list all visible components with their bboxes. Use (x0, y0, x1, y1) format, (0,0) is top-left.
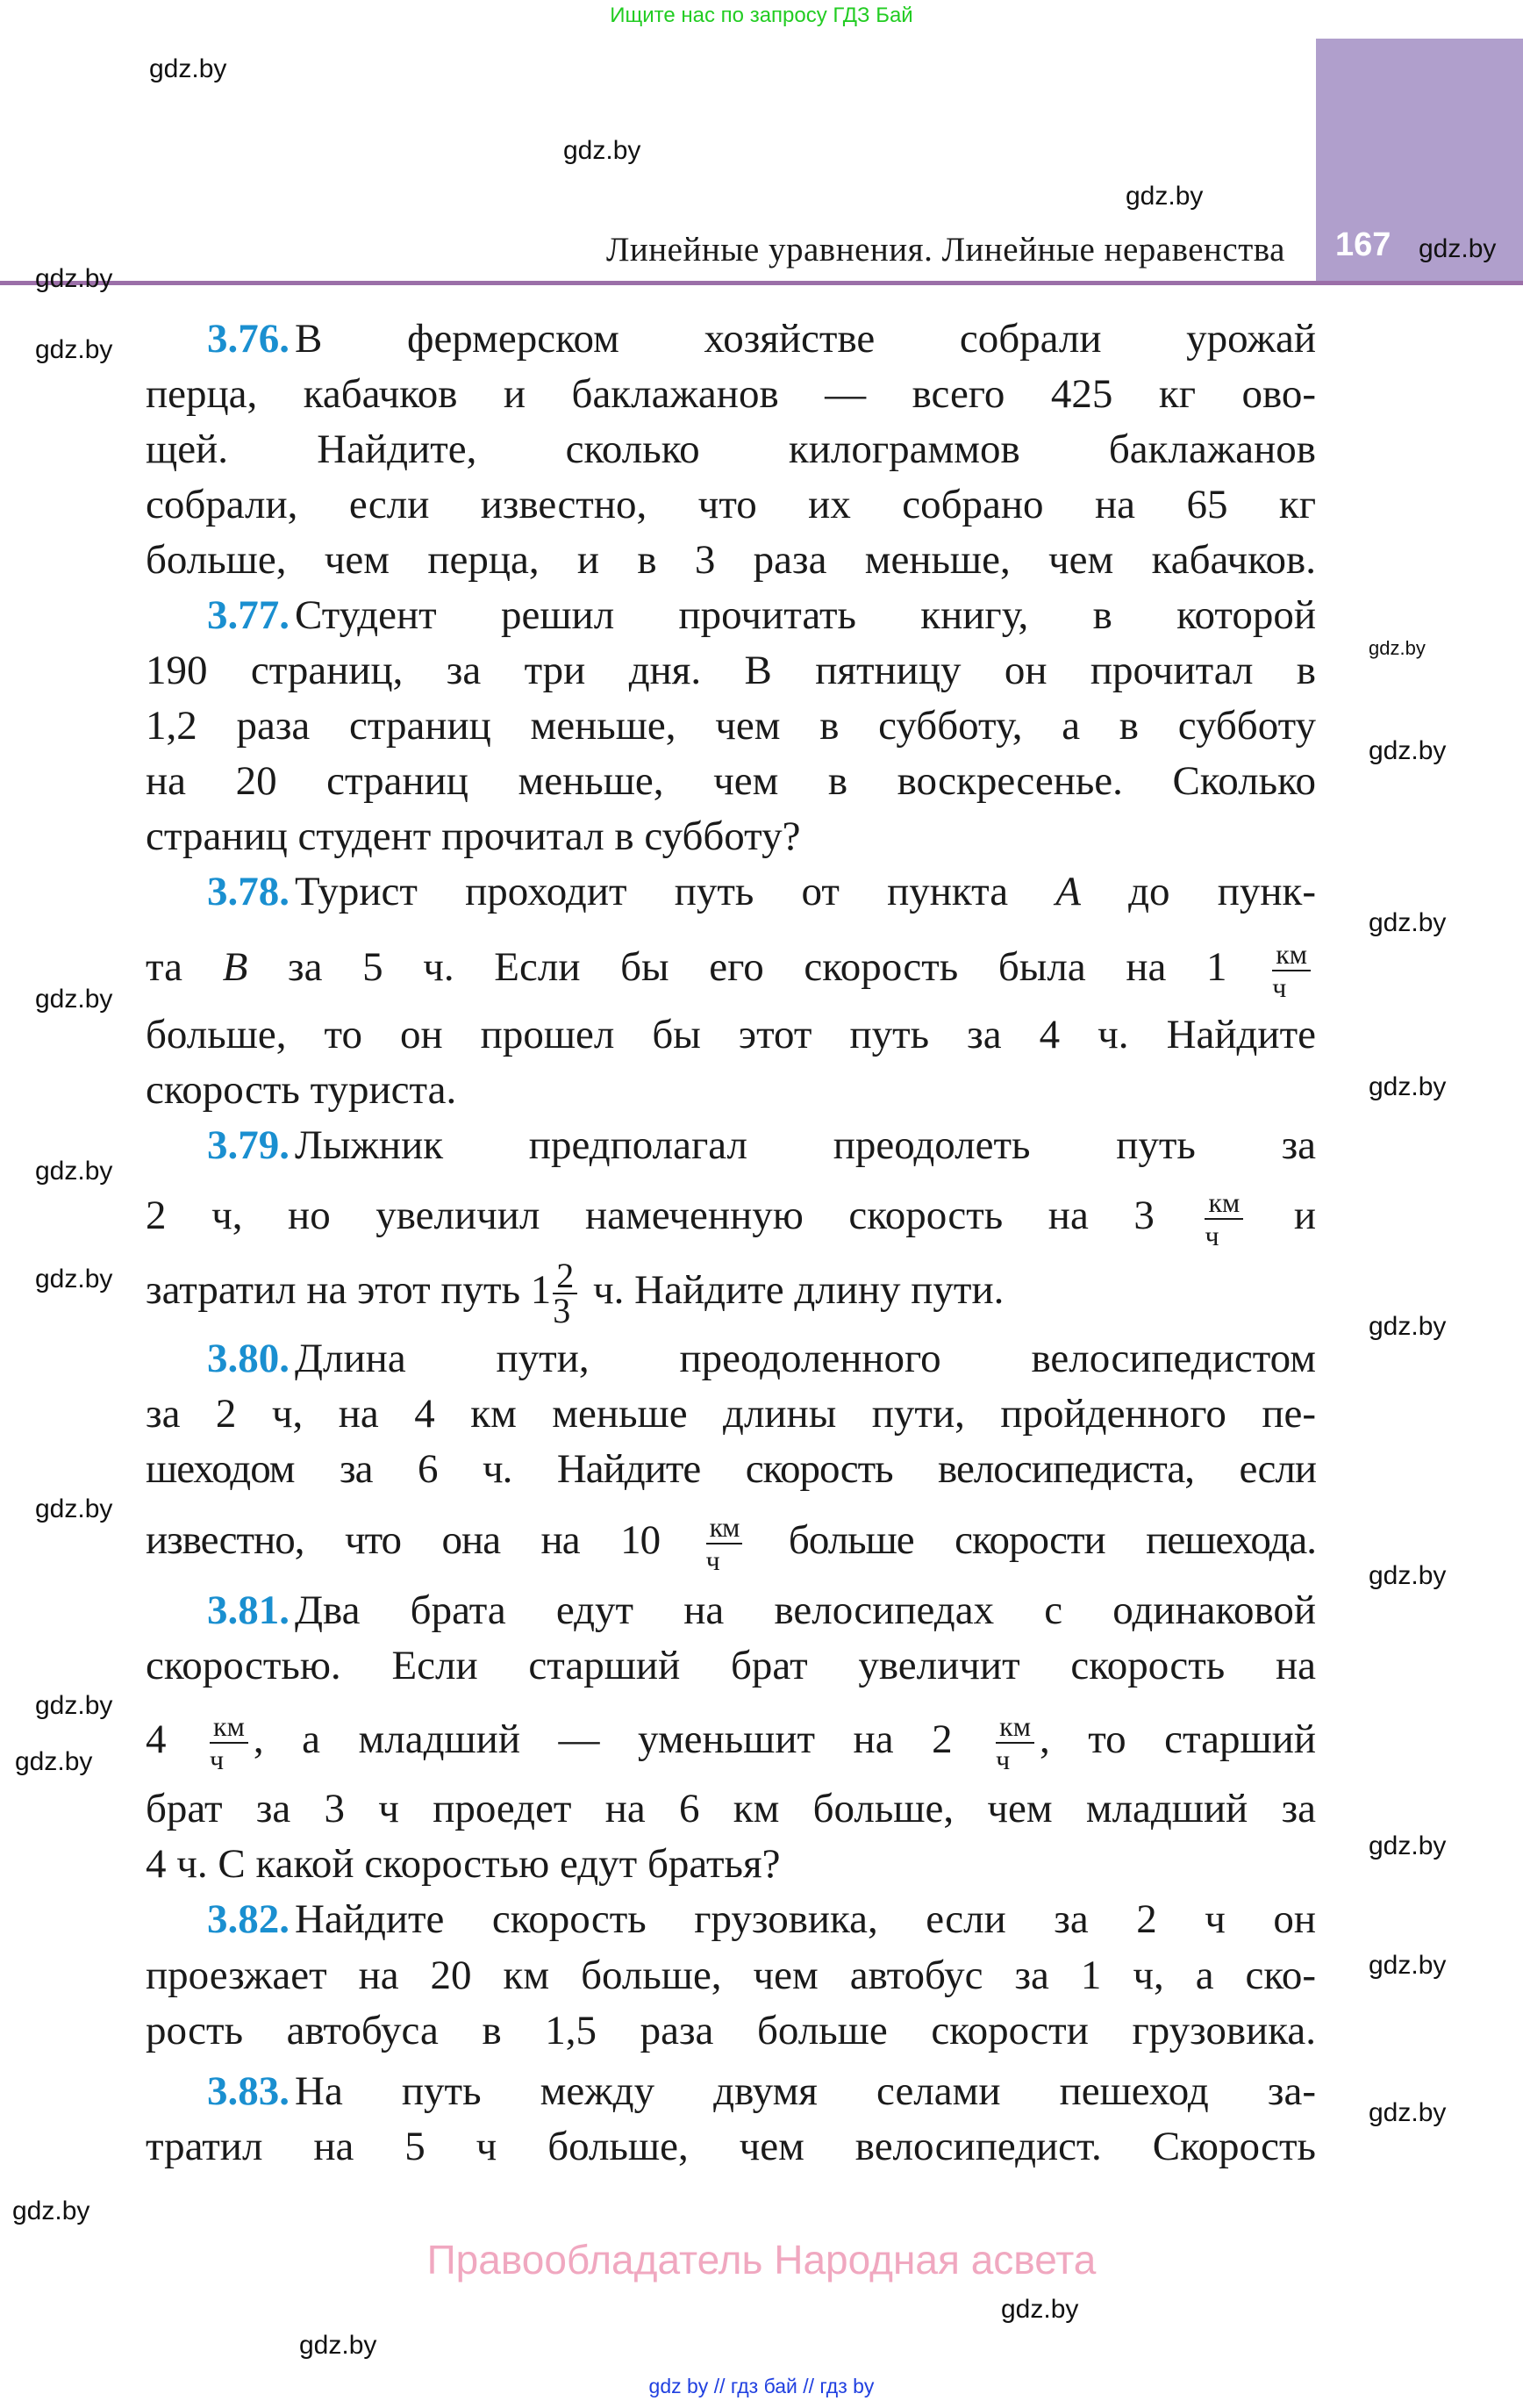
problem-number: 3.76. (207, 316, 290, 362)
fraction-km-per-h: $\frac{км}{ч}$ (1272, 938, 1311, 1003)
text: Найдите скорость грузовика, если за 2 ч он (295, 1896, 1316, 1942)
problem-number: 3.78. (207, 869, 290, 914)
problem-3-76-line (146, 312, 1316, 366)
problem-3-78-line (146, 932, 1316, 1002)
problem-number: 3.80. (207, 1336, 290, 1381)
problem-3-79-line (146, 1255, 1316, 1331)
problem-3-81-line (146, 1704, 1316, 1774)
problem-3-80-line: шеходом за 6 ч. Найдите скорость велосипедиста, если (146, 1446, 1316, 1492)
watermark: gdz.by (35, 1157, 113, 1186)
watermark: gdz.by (149, 54, 227, 83)
top-banner[interactable]: Ищите нас по запросу ГДЗ Бай (610, 4, 913, 27)
problem-3-77-line: на 20 страниц меньше, чем в воскресенье. Сколько (146, 758, 1316, 804)
page-number: 167 (1335, 226, 1391, 263)
watermark: gdz.by (35, 985, 113, 1014)
point-label: A (1055, 869, 1081, 914)
fraction-km-per-h: $\frac{км}{ч}$ (1205, 1186, 1243, 1251)
problem-3-76-line: перца, кабачков и баклажанов — всего 425 кг ово- (146, 371, 1316, 417)
text: та (146, 944, 223, 990)
problem-3-77-line (146, 588, 1316, 642)
problem-3-81-line: 4 ч. С какой скоростью едут братья? (146, 1841, 781, 1887)
problem-3-81-line: брат за 3 ч проедет на 6 км больше, чем младший за (146, 1786, 1316, 1831)
watermark: gdz.by (1369, 1831, 1447, 1860)
problem-number: 3.81. (207, 1587, 290, 1633)
copyright-notice: Правообладатель Народная асвета (426, 2237, 1097, 2283)
text: На путь между двумя селами пешеход за- (295, 2068, 1316, 2114)
text: известно, что она на 10 (146, 1517, 661, 1563)
running-header-title: Линейные уравнения. Линейные неравенства (605, 231, 1285, 269)
problem-3-83-line: тратил на 5 ч больше, чем велосипедист. Скорость (146, 2124, 1316, 2169)
watermark: gdz.by (1369, 637, 1426, 659)
text: Лыжник предполагал преодолеть путь за (295, 1122, 1316, 1168)
watermark: gdz.by (563, 136, 641, 165)
watermark: gdz.by (35, 1691, 113, 1720)
text: и (1293, 1193, 1317, 1238)
problem-3-82-line (146, 1892, 1316, 1946)
watermark: gdz.by (1369, 1312, 1447, 1341)
watermark: gdz.by (15, 1747, 93, 1776)
problem-number: 3.83. (207, 2068, 290, 2114)
watermark: gdz.by (1369, 1951, 1447, 1980)
problem-3-78-line (146, 864, 1316, 919)
watermark: gdz.by (1369, 2098, 1447, 2127)
footer-links[interactable]: gdz by // гдз бай // гдз by (648, 2375, 875, 2397)
text: больше скорости пешехода. (788, 1517, 1317, 1563)
problem-3-76-line: щей. Найдите, сколько килограммов баклажанов (146, 426, 1316, 472)
watermark: gdz.by (35, 1494, 113, 1523)
point-label: B (222, 944, 248, 990)
fraction-km-per-h: $\frac{км}{ч}$ (210, 1710, 248, 1775)
text: затратил на этот путь 1 (146, 1267, 552, 1313)
watermark: gdz.by (1369, 736, 1447, 765)
watermark: gdz.by (299, 2331, 377, 2360)
problem-3-80-line (146, 1331, 1316, 1386)
problem-3-81-line: скоростью. Если старший брат увеличит скорость на (146, 1643, 1316, 1688)
problem-3-83-line (146, 2064, 1316, 2118)
watermark: gdz.by (35, 264, 113, 293)
problem-3-79-line (146, 1118, 1316, 1172)
problem-3-76-line: собрали, если известно, что их собрано на 65 кг (146, 482, 1316, 527)
problem-number: 3.82. (207, 1896, 290, 1942)
fraction-km-per-h: $\frac{км}{ч}$ (996, 1710, 1034, 1775)
problem-3-79-line (146, 1180, 1316, 1251)
text: 2 ч, но увеличил намеченную скорость на 3 (146, 1193, 1155, 1238)
text: Турист проходит путь от пункта (295, 869, 1056, 914)
problem-3-81-line (146, 1583, 1316, 1638)
problem-3-78-line: больше, то он прошел бы этот путь за 4 ч. Найдите (146, 1012, 1316, 1057)
text: Два брата едут на велосипедах с одинаковой (295, 1587, 1316, 1633)
problem-3-77-line: 1,2 раза страниц меньше, чем в субботу, а в субботу (146, 703, 1316, 749)
problem-3-77-line: 190 страниц, за три дня. В пятницу он прочитал в (146, 648, 1316, 693)
text: Длина пути, преодоленного велосипедистом (295, 1336, 1316, 1381)
watermark: gdz.by (35, 335, 113, 364)
problem-3-80-line: за 2 ч, на 4 км меньше длины пути, пройденного пе- (146, 1391, 1316, 1437)
text: , а младший — уменьшит на 2 (253, 1716, 953, 1762)
problem-3-82-line: рость автобуса в 1,5 раза больше скорости грузовика. (146, 2008, 1316, 2053)
watermark: gdz.by (1369, 1072, 1447, 1101)
problem-3-77-line: страниц студент прочитал в субботу? (146, 813, 801, 859)
fraction-two-thirds: $\frac{2}{3}$ (553, 1259, 577, 1328)
fraction-km-per-h: $\frac{км}{ч}$ (706, 1511, 743, 1576)
text: 4 (146, 1716, 167, 1762)
problem-number: 3.77. (207, 592, 290, 638)
text: до пунк- (1080, 869, 1316, 914)
watermark: gdz.by (1126, 182, 1204, 211)
problem-3-76-line: больше, чем перца, и в 3 раза меньше, чем кабачков. (146, 537, 1316, 583)
header-divider (0, 281, 1523, 285)
text: В фермерском хозяйстве собрали урожай (295, 316, 1316, 362)
problem-number: 3.79. (207, 1122, 290, 1168)
problem-3-82-line: проезжает на 20 км больше, чем автобус за 1 ч, а ско- (146, 1953, 1316, 1998)
watermark: gdz.by (12, 2197, 90, 2225)
text: ч. Найдите длину пути. (593, 1267, 1005, 1313)
problem-3-78-line: скорость туриста. (146, 1067, 457, 1113)
problem-3-80-line (146, 1505, 1316, 1575)
watermark: gdz.by (35, 1265, 113, 1294)
watermark: gdz.by (1419, 234, 1497, 263)
text: , то старший (1039, 1716, 1317, 1762)
text: за 5 ч. Если бы его скорость была на 1 (247, 944, 1227, 990)
watermark: gdz.by (1369, 908, 1447, 937)
text: Студент решил прочитать книгу, в которой (295, 592, 1316, 638)
watermark: gdz.by (1001, 2295, 1079, 2324)
watermark: gdz.by (1369, 1561, 1447, 1590)
